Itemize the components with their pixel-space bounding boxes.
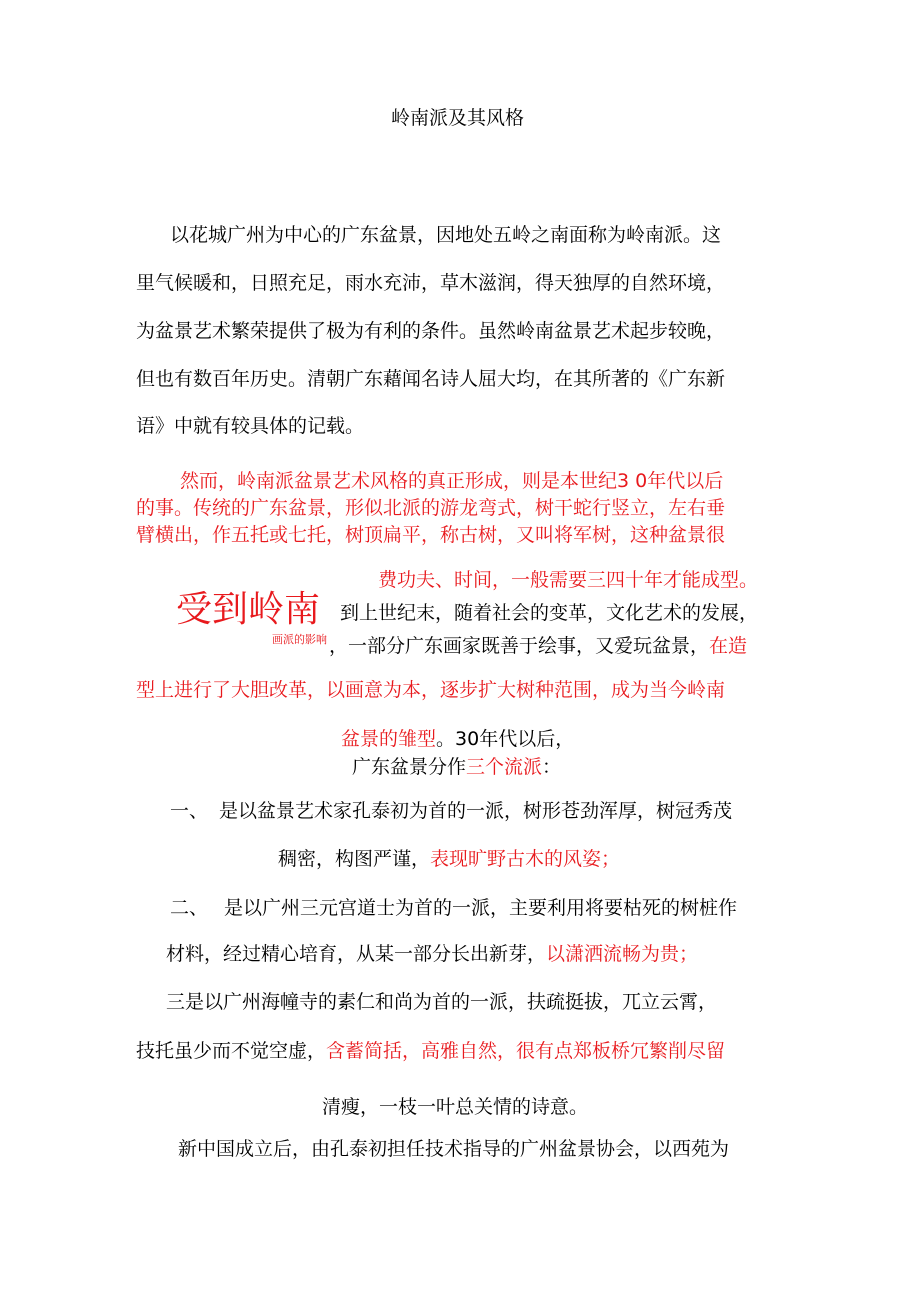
list-item-text: 是以广州三元宫道士为首的一派，主要利用将要枯死的树桩作 bbox=[224, 897, 738, 919]
text-segment: 。30年代以后， bbox=[436, 728, 575, 750]
paragraph-line: 但也有数百年历史。清朝广东藉闻名诗人屈大均，在其所著的《广东新 bbox=[136, 368, 726, 390]
paragraph-line: 里气候暖和，日照充足，雨水充沛，草木滋润，得天独厚的自然环境， bbox=[136, 272, 726, 294]
list-number: 二、 bbox=[170, 897, 209, 919]
paragraph-line-red: 的事。传统的广东盆景，形似北派的游龙弯式，树干蛇行竖立，左右垂 bbox=[136, 497, 726, 519]
page-title: 岭南派及其风格 bbox=[391, 107, 525, 129]
text-segment: 广东盆景分作 bbox=[352, 756, 467, 778]
paragraph-line bbox=[329, 633, 747, 659]
list-item-line bbox=[166, 941, 698, 967]
paragraph-line-red: 型上进行了大胆改革，以画意为本，逐步扩大树种范围，成为当今岭南 bbox=[136, 679, 726, 701]
list-item-text: 三是以广州海幢寺的素仁和尚为首的一派，扶疏挺拔，兀立云霄， bbox=[166, 991, 718, 1013]
paragraph-line-red: 费功夫、时间，一般需要三四十年才能成型。 bbox=[378, 569, 759, 591]
text-segment-red: 盆景的雏型 bbox=[341, 728, 437, 750]
paragraph-line bbox=[352, 754, 561, 780]
large-heading-text: 受到岭南 bbox=[176, 589, 321, 630]
text-segment-red: 在造 bbox=[709, 635, 748, 657]
text-segment-red: 含蓄简括，高雅自然，很有点郑板桥冗繁削尽留 bbox=[326, 1040, 726, 1062]
paragraph-line: 为盆景艺术繁荣提供了极为有利的条件。虽然岭南盆景艺术起步较晚， bbox=[136, 320, 726, 342]
text-segment: 材料，经过精心培育，从某一部分长出新芽， bbox=[166, 943, 547, 965]
list-item-line bbox=[136, 1038, 725, 1064]
text-segment: ，一部分广东画家既善于绘事，又爱玩盆景， bbox=[329, 635, 710, 657]
list-item-text: 是以盆景艺术家孔泰初为首的一派，树形苍劲浑厚，树冠秀茂 bbox=[219, 800, 733, 822]
paragraph-line: 到上世纪末，随着社会的变革，文化艺术的发展， bbox=[340, 602, 759, 624]
paragraph-line bbox=[341, 726, 574, 752]
text-segment-red: 表现旷野古木的风姿； bbox=[430, 848, 621, 870]
text-segment: 技托虽少而不觉空虚， bbox=[136, 1040, 327, 1062]
text-segment: ： bbox=[542, 756, 562, 778]
list-item-line bbox=[278, 846, 620, 872]
text-segment: 稠密，构图严谨， bbox=[278, 848, 431, 870]
text-segment-red: 三个流派 bbox=[466, 756, 543, 778]
list-item-line: 清瘦，一枝一叶总关情的诗意。 bbox=[322, 1096, 589, 1118]
list-number: 一、 bbox=[170, 800, 209, 822]
small-annotation: 画派的影响 bbox=[272, 633, 327, 646]
paragraph-line-red: 然而，岭南派盆景艺术风格的真正形成，则是本世纪3 0年代以后 bbox=[180, 470, 724, 492]
paragraph-line: 新中国成立后，由孔泰初担任技术指导的广州盆景协会，以西苑为 bbox=[178, 1138, 730, 1160]
paragraph-line-red: 臂横出，作五托或七托，树顶扁平，称古树，又叫将军树，这种盆景很 bbox=[136, 524, 726, 546]
paragraph-line: 语》中就有较具体的记载。 bbox=[136, 415, 365, 437]
paragraph-line: 以花城广州为中心的广东盆景，因地处五岭之南面称为岭南派。这 bbox=[170, 224, 722, 246]
text-segment-red: 以潇洒流畅为贵； bbox=[546, 943, 699, 965]
